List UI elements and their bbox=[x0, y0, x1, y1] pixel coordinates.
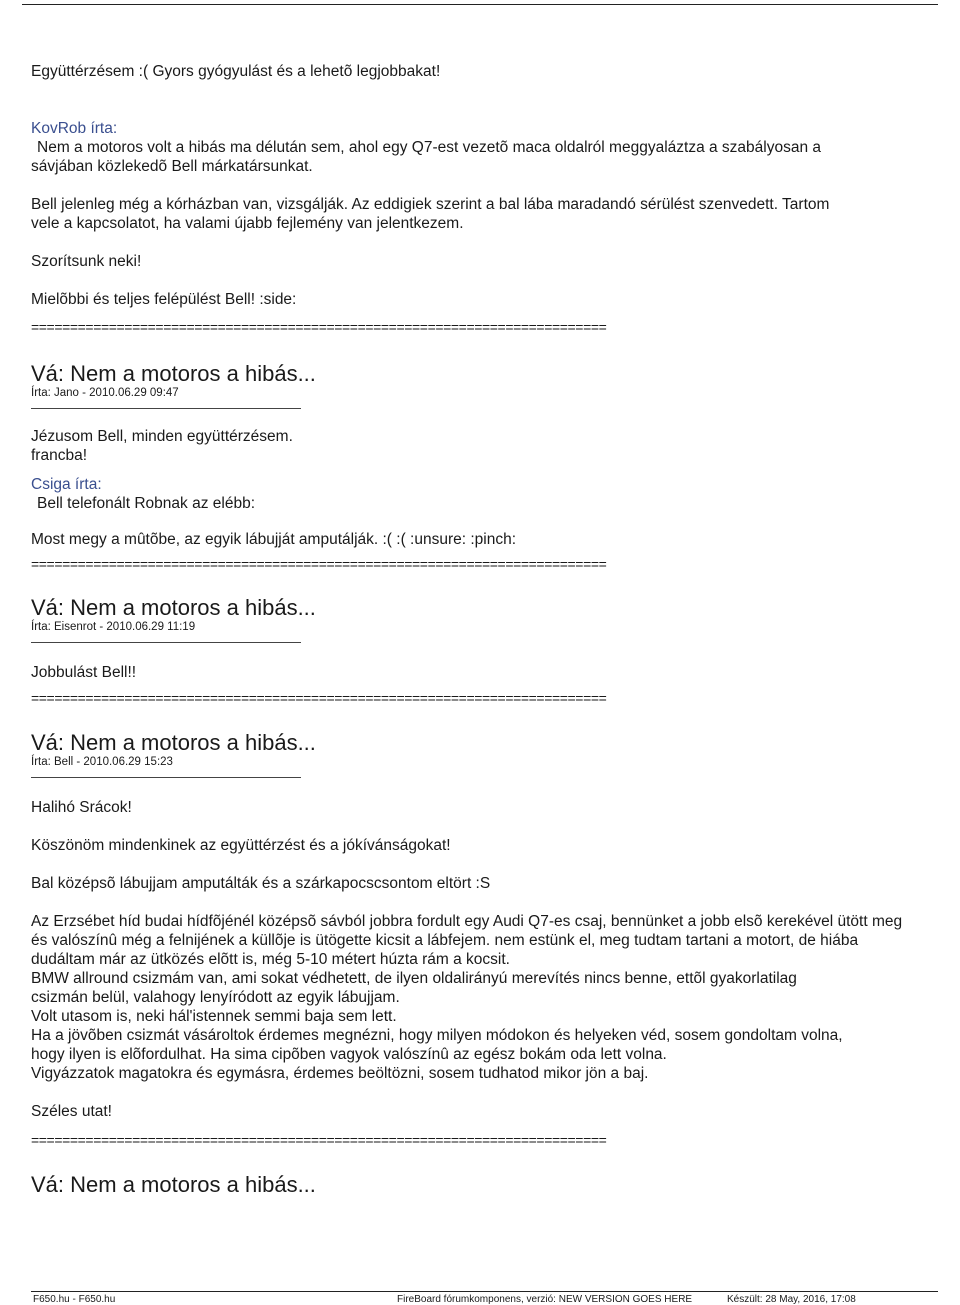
footer-site: F650.hu - F650.hu bbox=[33, 1294, 116, 1305]
footer-component: FireBoard fórumkomponens, verzió: NEW VERSION GOES HERE bbox=[397, 1294, 693, 1305]
post-text: Az Erzsébet híd budai hídfõjénél középsõ sávból jobbra fordult egy Audi Q7-es csaj, bennünket a jobb elsõ kerekével ütött meg bbox=[31, 913, 903, 930]
post-text: francba! bbox=[31, 447, 88, 464]
post-text: Szorítsunk neki! bbox=[31, 253, 142, 270]
post-text: Együttérzésem :( Gyors gyógyulást és a lehetõ legjobbakat! bbox=[31, 63, 441, 80]
post-text: Széles utat! bbox=[31, 1103, 112, 1120]
post-meta: Írta: Eisenrot - 2010.06.29 11:19 bbox=[31, 621, 196, 633]
post-title: Vá: Nem a motoros a hibás... bbox=[31, 730, 316, 755]
post-text: és valószínû még a felnijének a küllõje is ütögette kicsit a lábfejem. nem estünk el, meg tudtam tartani a motort, de hiába bbox=[31, 932, 859, 949]
post-text: Vigyázzatok magatokra és egymásra, érdemes beöltözni, sosem tudhatod mikor jön a baj. bbox=[31, 1065, 649, 1082]
post-text: Volt utasom is, neki hál'istennek semmi baja sem lett. bbox=[31, 1008, 397, 1025]
post-text: BMW allround csizmám van, ami sokat védhetett, de ilyen oldalirányú merevítés nincs benne, ettõl gyakorlatilag bbox=[31, 970, 797, 987]
post-text: dudáltam már az ütközés elõtt is, még 5-10 métert húzta rám a kocsit. bbox=[31, 951, 510, 968]
post-meta: Írta: Bell - 2010.06.29 15:23 bbox=[31, 756, 173, 768]
post-text: Bell jelenleg még a kórházban van, vizsgálják. Az eddigiek szerint a bal lába maradandó sérülést szenvedett. Tartom bbox=[31, 196, 830, 213]
post-title: Vá: Nem a motoros a hibás... bbox=[31, 595, 316, 620]
quote-line: Bell telefonált Robnak az elébb: bbox=[37, 495, 256, 512]
post-text: Jézusom Bell, minden együttérzésem. bbox=[31, 428, 293, 445]
quote-author: KovRob írta: bbox=[31, 120, 118, 137]
post-text: Köszönöm mindenkinek az együttérzést és a jókívánságokat! bbox=[31, 837, 451, 854]
post-text: Ha a jövõben csizmát vásároltok érdemes megnézni, hogy milyen módokon és helyeken véd, sosem gondoltam volna, bbox=[31, 1027, 843, 1044]
post-meta: Írta: Jano - 2010.06.29 09:47 bbox=[31, 387, 179, 399]
separator: ========================================================================== bbox=[31, 556, 607, 572]
forum-thread bbox=[31, 62, 956, 1197]
post-text: hogy ilyen is elõfordulhat. Ha sima cipõben vagyok valószínû az egész bokám oda lett volna. bbox=[31, 1046, 667, 1063]
quote-line: sávjában közlekedõ Bell márkatársunkat. bbox=[31, 158, 313, 175]
separator: ========================================================================== bbox=[31, 319, 607, 335]
quote-line: Nem a motoros volt a hibás ma délután sem, ahol egy Q7-est vezetõ maca oldalról meggyaláztza a szabályosan a bbox=[37, 139, 822, 156]
post-title: Vá: Nem a motoros a hibás... bbox=[31, 1172, 316, 1197]
post-text: Most megy a mûtõbe, az egyik lábujját amputálják. :( :( :unsure: :pinch: bbox=[31, 531, 517, 548]
footer-generated: Készült: 28 May, 2016, 17:08 bbox=[727, 1294, 856, 1305]
footer-rule bbox=[31, 1291, 938, 1292]
quote-author: Csiga írta: bbox=[31, 476, 102, 493]
post-title: Vá: Nem a motoros a hibás... bbox=[31, 361, 316, 386]
separator: ========================================================================== bbox=[31, 1132, 607, 1148]
post-text: vele a kapcsolatot, ha valami újabb fejlemény van jelentkezem. bbox=[31, 215, 464, 232]
post-text: Bal középsõ lábujjam amputálták és a szárkapocscsontom eltört :S bbox=[31, 875, 491, 892]
top-rule bbox=[22, 4, 938, 5]
post-text: csizmán belül, valahogy lenyíródott az egyik lábujjam. bbox=[31, 989, 400, 1006]
separator: ========================================================================== bbox=[31, 690, 607, 706]
post-text: Mielõbbi és teljes felépülést Bell! :side: bbox=[31, 291, 297, 308]
post-text: Halihó Srácok! bbox=[31, 799, 132, 816]
post-text: Jobbulást Bell!! bbox=[31, 664, 137, 681]
